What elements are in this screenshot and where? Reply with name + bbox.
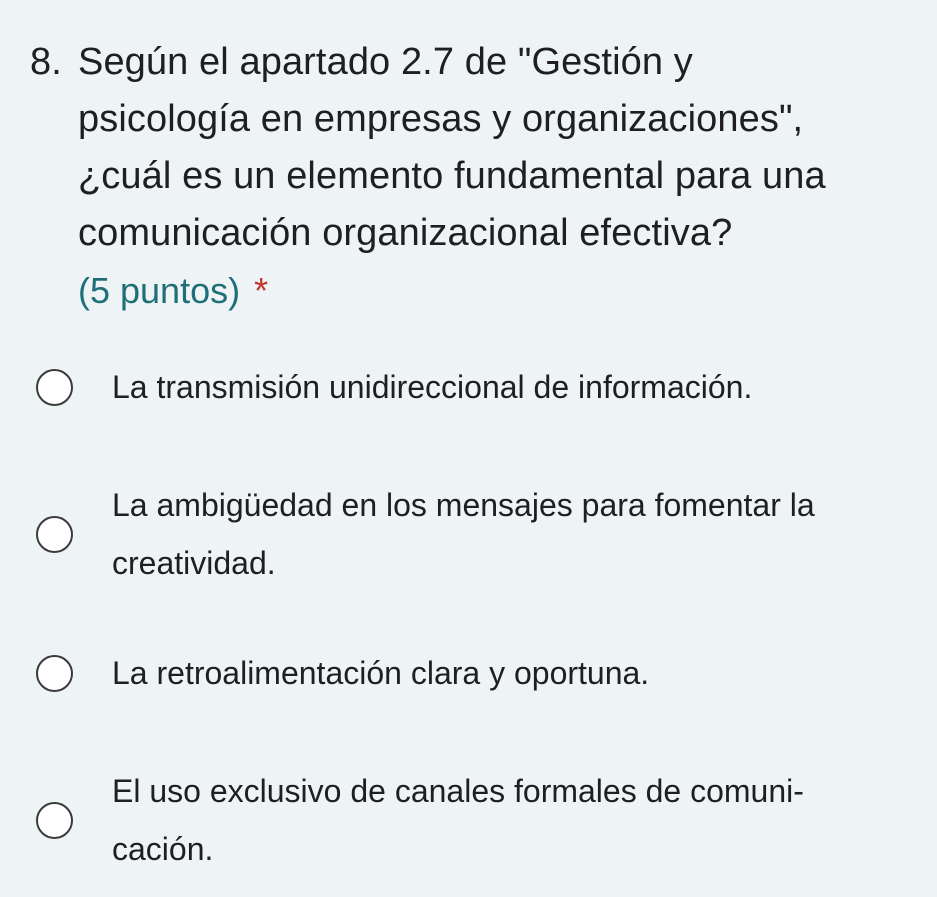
question-line [30,34,930,91]
question-meta [78,266,930,316]
option-1-label-line-1: La transmisión unidireccional de información. [112,369,753,405]
option-4-label-line-1: El uso exclusivo de canales formales de comuni- [112,773,804,809]
question-text-line-1: Según el apartado 2.7 de "Gestión y [78,41,693,83]
radio-button[interactable] [36,516,73,553]
required-marker: * [254,270,269,311]
radio-button[interactable] [36,369,73,406]
option-4[interactable] [36,762,882,878]
option-2[interactable] [36,476,882,592]
option-1-label [112,358,882,416]
question-text-line-2: psicología en empresas y organizaciones", [78,98,804,140]
radio-button[interactable] [36,802,73,839]
option-2-label-line-1: La ambigüedad en los mensajes para fomentar la [112,487,815,523]
option-2-label [112,476,882,592]
question-number: 8. [30,41,62,83]
question-line [30,148,930,205]
option-3-label [112,644,882,702]
option-2-label-line-2: creatividad. [112,545,276,581]
question-block [30,34,930,316]
option-4-label [112,762,882,878]
option-4-label-line-2: cación. [112,831,214,867]
question-line [30,205,930,262]
question-text-line-4: comunicación organizacional efectiva? [78,212,733,254]
question-text-line-3: ¿cuál es un elemento fundamental para una [78,155,826,197]
question-line [30,91,930,148]
points-label: (5 puntos) [78,270,241,311]
radio-button[interactable] [36,655,73,692]
option-3-label-line-1: La retroalimentación clara y oportuna. [112,655,650,691]
option-3[interactable] [36,644,882,702]
option-1[interactable] [36,358,882,416]
